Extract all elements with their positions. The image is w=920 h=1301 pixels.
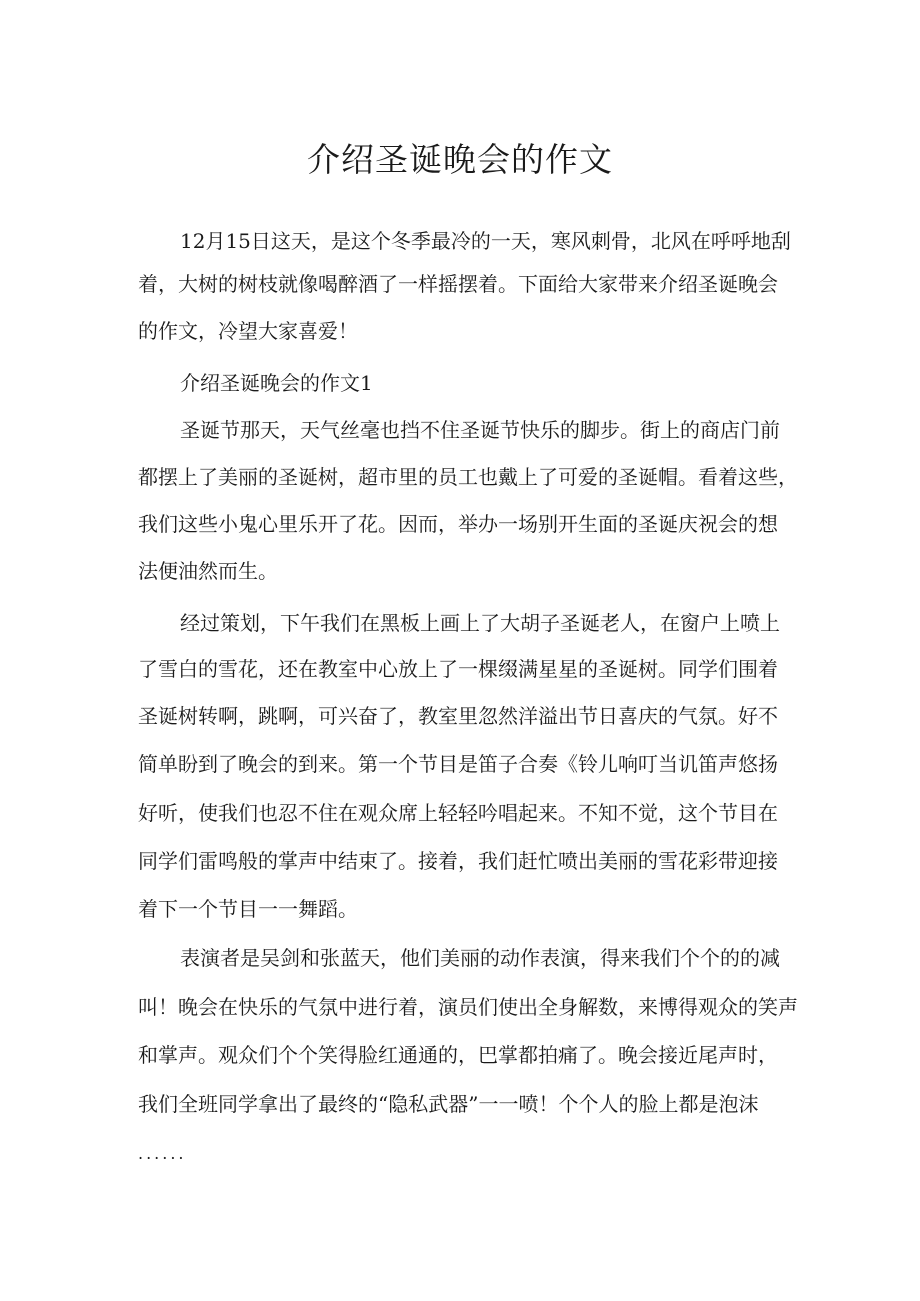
text-line: 着下一个节目一一舞蹈。 [138, 897, 358, 921]
text-line: 着，大树的树枝就像喝醉酒了一样摇摆着。下面给大家带来介绍圣诞晚会 [138, 272, 778, 296]
text-line: 圣诞节那天，天气丝毫也挡不住圣诞节快乐的脚步。街上的商店门前 [180, 418, 780, 442]
text-line: 了雪白的雪花，还在教室中心放上了一棵缀满星星的圣诞树。同学们围着 [138, 657, 778, 681]
text-line: 叫！晚会在快乐的气氛中进行着，演员们使出全身解数，来博得观众的笑声 [138, 995, 798, 1019]
text-line: 法便油然而生。 [138, 559, 278, 583]
document-title: 介绍圣诞晚会的作文 [307, 140, 613, 179]
text-line: 都摆上了美丽的圣诞树，超市里的员工也戴上了可爱的圣诞帽。看着这些， [138, 465, 798, 489]
text-line: 我们全班同学拿出了最终的“隐私武器”一一喷！个个人的脸上都是泡沫 [138, 1092, 759, 1116]
text-line: 12月15日这天，是这个冬季最冷的一天，寒风刺骨，北风在呼呼地刮 [180, 229, 791, 253]
text-line: 和掌声。观众们个个笑得脸红通通的，巴掌都拍痛了。晚会接近尾声时， [138, 1043, 778, 1067]
text-line: 同学们雷鸣般的掌声中结束了。接着，我们赶忙喷出美丽的雪花彩带迎接 [138, 849, 778, 873]
text-line: 好听，使我们也忍不住在观众席上轻轻吟唱起来。不知不觉，这个节目在 [138, 801, 778, 825]
text-line: 的作文，冷望大家喜爱！ [138, 319, 358, 343]
ellipsis: ...... [138, 1144, 187, 1163]
text-line: 表演者是吴剑和张蓝天，他们美丽的动作表演，得来我们个个的的减 [180, 946, 780, 970]
text-line: 经过策划，下午我们在黑板上画上了大胡子圣诞老人，在窗户上喷上 [180, 611, 780, 635]
text-line: 圣诞树转啊，跳啊，可兴奋了，教室里忽然洋溢出节日喜庆的气氛。好不 [138, 704, 778, 728]
text-line: 简单盼到了晚会的到来。第一个节目是笛子合奏《铃儿响叮当讥笛声悠扬 [138, 752, 778, 776]
text-line: 我们这些小鬼心里乐开了花。因而，举办一场别开生面的圣诞庆祝会的想 [138, 512, 778, 536]
section-heading: 介绍圣诞晚会的作文1 [180, 371, 373, 395]
